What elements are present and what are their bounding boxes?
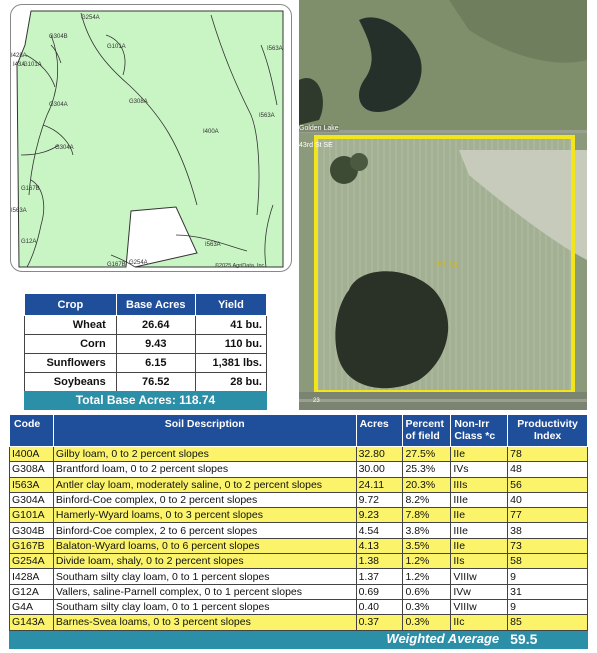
- map-label: I563A: [267, 46, 283, 52]
- soil-productivity-index: 38: [508, 523, 588, 538]
- soil-class: IIIs: [451, 477, 508, 492]
- map-label: I400A: [203, 129, 219, 135]
- soil-percent: 7.8%: [403, 508, 451, 523]
- map-label: G101A: [23, 62, 42, 68]
- header-base-acres: Base Acres: [116, 294, 195, 316]
- soil-code: G308A: [10, 462, 54, 477]
- soil-acres: 4.13: [356, 538, 403, 553]
- crop-name: Wheat: [25, 316, 117, 335]
- soil-percent: 1.2%: [403, 554, 451, 569]
- soil-code: I428A: [10, 569, 54, 584]
- map-label: I563A: [259, 113, 275, 119]
- table-row: [25, 316, 267, 335]
- soil-code: G12A: [10, 584, 54, 599]
- soil-percent: 8.2%: [403, 492, 451, 507]
- map-copyright: ©2025 AgriData, Inc.: [215, 263, 266, 269]
- soil-class: VIIIw: [451, 569, 508, 584]
- soil-code: G304A: [10, 492, 54, 507]
- table-row: [10, 569, 588, 584]
- soil-percent: 25.3%: [403, 462, 451, 477]
- soil-table-body: [10, 447, 588, 649]
- crop-yield: 1,381 lbs.: [195, 354, 266, 373]
- soil-code: G304B: [10, 523, 54, 538]
- soil-percent: 20.3%: [403, 477, 451, 492]
- soil-acres: 9.23: [356, 508, 403, 523]
- soil-code: G167B: [10, 538, 54, 553]
- header-percent-of-field: Percent of field: [403, 415, 451, 447]
- soil-class: IIIe: [451, 523, 508, 538]
- soil-table: [9, 414, 588, 649]
- map-label: G254A: [129, 260, 148, 266]
- map-label: G101A: [107, 44, 126, 50]
- table-row: [25, 354, 267, 373]
- table-row: [10, 554, 588, 569]
- total-base-acres-label: Total Base Acres:: [75, 393, 176, 407]
- map-label: G304B: [49, 34, 68, 40]
- soil-code: I400A: [10, 447, 54, 462]
- table-row: [10, 447, 588, 462]
- map-label: I563A: [11, 208, 27, 214]
- soil-description: Vallers, saline-Parnell complex, 0 to 1 percent slopes: [53, 584, 356, 599]
- crop-acres: 26.64: [116, 316, 195, 335]
- header-non-irr-class: Non-Irr Class *c: [451, 415, 508, 447]
- crop-acres: 9.43: [116, 335, 195, 354]
- soil-acres: 1.37: [356, 569, 403, 584]
- soil-acres: 0.37: [356, 615, 403, 630]
- soil-class: IIIe: [451, 492, 508, 507]
- map-label: I428A: [11, 53, 27, 59]
- table-row: [10, 477, 588, 492]
- soil-productivity-index: 73: [508, 538, 588, 553]
- soil-description: Binford-Coe complex, 2 to 6 percent slopes: [53, 523, 356, 538]
- soil-class: IVs: [451, 462, 508, 477]
- soil-class: IIe: [451, 447, 508, 462]
- crop-yield: 41 bu.: [195, 316, 266, 335]
- soil-productivity-index: 9: [508, 599, 588, 614]
- soil-productivity-index: 58: [508, 554, 588, 569]
- soil-productivity-index: 40: [508, 492, 588, 507]
- table-row: [25, 373, 267, 392]
- table-row: [10, 584, 588, 599]
- soil-description: Southam silty clay loam, 0 to 1 percent slopes: [53, 599, 356, 614]
- soil-description: Barnes-Svea loams, 0 to 3 percent slopes: [53, 615, 356, 630]
- soil-description: Divide loam, shaly, 0 to 2 percent slopes: [53, 554, 356, 569]
- weighted-average-label: Weighted Average: [10, 630, 508, 648]
- map-label: G167B: [21, 186, 40, 192]
- soil-percent: 1.2%: [403, 569, 451, 584]
- soil-productivity-index: 9: [508, 569, 588, 584]
- weighted-average-row: [10, 630, 588, 648]
- map-label: I43A: [13, 62, 26, 68]
- soil-class: IIe: [451, 538, 508, 553]
- header-crop: Crop: [25, 294, 117, 316]
- soil-description: Hamerly-Wyard loams, 0 to 3 percent slopes: [53, 508, 356, 523]
- soil-description: Balaton-Wyard loams, 0 to 6 percent slopes: [53, 538, 356, 553]
- soil-acres: 32.80: [356, 447, 403, 462]
- soil-class: VIIIw: [451, 599, 508, 614]
- soil-description: Binford-Coe complex, 0 to 2 percent slopes: [53, 492, 356, 507]
- table-row: [10, 538, 588, 553]
- crop-yield: 28 bu.: [195, 373, 266, 392]
- header-productivity-index: Productivity Index: [508, 415, 588, 447]
- soil-class: IIc: [451, 615, 508, 630]
- soil-percent: 27.5%: [403, 447, 451, 462]
- soil-acres: 4.54: [356, 523, 403, 538]
- soil-code: G4A: [10, 599, 54, 614]
- crop-acres: 6.15: [116, 354, 195, 373]
- soil-acres: 30.00: [356, 462, 403, 477]
- table-header-row: [10, 415, 588, 447]
- map-label: G12A: [21, 239, 37, 245]
- table-row: [25, 335, 267, 354]
- soil-productivity-index: 31: [508, 584, 588, 599]
- crop-acres: 76.52: [116, 373, 195, 392]
- soil-productivity-index: 78: [508, 447, 588, 462]
- map-label: G167B: [107, 262, 126, 268]
- header-code: Code: [10, 415, 54, 447]
- header-yield: Yield: [195, 294, 266, 316]
- soil-productivity-index: 85: [508, 615, 588, 630]
- soil-code: G254A: [10, 554, 54, 569]
- soil-class: IIe: [451, 508, 508, 523]
- soil-percent: 3.5%: [403, 538, 451, 553]
- table-row: [10, 615, 588, 630]
- soil-percent: 0.3%: [403, 599, 451, 614]
- weighted-average-value: 59.5: [508, 630, 588, 648]
- soil-class: IIs: [451, 554, 508, 569]
- map-label: G304A: [55, 145, 74, 151]
- soil-code: G101A: [10, 508, 54, 523]
- road-marker: 23: [313, 398, 320, 404]
- header-soil-description: Soil Description: [53, 415, 356, 447]
- crop-yield: 110 bu.: [195, 335, 266, 354]
- soil-acres: 0.40: [356, 599, 403, 614]
- header-acres: Acres: [356, 415, 403, 447]
- crop-name: Sunflowers: [25, 354, 117, 373]
- soil-acres: 1.38: [356, 554, 403, 569]
- table-row: [10, 523, 588, 538]
- lake-label: Golden Lake: [299, 125, 339, 132]
- soil-description: Southam silty clay loam, 0 to 1 percent slopes: [53, 569, 356, 584]
- table-header-row: [25, 294, 267, 316]
- table-row: [10, 599, 588, 614]
- table-row: [10, 462, 588, 477]
- aerial-photo: [299, 0, 587, 410]
- soil-acres: 0.69: [356, 584, 403, 599]
- map-label: G304A: [49, 102, 68, 108]
- crop-name: Corn: [25, 335, 117, 354]
- total-base-acres-value: 118.74: [179, 393, 216, 407]
- soil-description: Antler clay loam, moderately saline, 0 to 2 percent slopes: [53, 477, 356, 492]
- soil-description: Brantford loam, 0 to 2 percent slopes: [53, 462, 356, 477]
- soil-map-drawing: [11, 5, 292, 272]
- crop-base-table: [24, 293, 267, 392]
- table-row: [10, 492, 588, 507]
- soil-percent: 0.6%: [403, 584, 451, 599]
- soil-map: [10, 4, 292, 272]
- soil-percent: 0.3%: [403, 615, 451, 630]
- soil-class: IVw: [451, 584, 508, 599]
- soil-acres: 24.11: [356, 477, 403, 492]
- soil-percent: 3.8%: [403, 523, 451, 538]
- soil-productivity-index: 48: [508, 462, 588, 477]
- soil-productivity-index: 56: [508, 477, 588, 492]
- road-label: 43rd St SE: [299, 142, 333, 149]
- total-base-acres: [24, 391, 267, 410]
- map-label: G254A: [81, 15, 100, 21]
- aerial-imagery: [299, 0, 587, 410]
- soil-description: Gilby loam, 0 to 2 percent slopes: [53, 447, 356, 462]
- table-row: [10, 508, 588, 523]
- crop-name: Soybeans: [25, 373, 117, 392]
- soil-productivity-index: 77: [508, 508, 588, 523]
- map-label: I563A: [205, 242, 221, 248]
- soil-code: G143A: [10, 615, 54, 630]
- map-label: G308A: [129, 99, 148, 105]
- field-acres-label: 157.60: [433, 261, 458, 270]
- soil-code: I563A: [10, 477, 54, 492]
- soil-acres: 9.72: [356, 492, 403, 507]
